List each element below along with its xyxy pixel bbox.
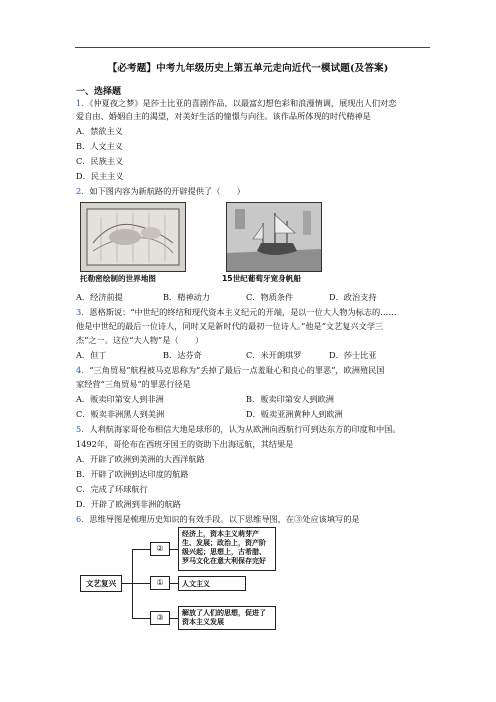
option: D．莎士比亚: [329, 350, 377, 360]
option: A．但丁: [76, 350, 107, 360]
question-3-line-2: 他是中世纪的最后一位诗人，同时又是新时代的最初一位诗人。”他是“文艺复兴文学三: [76, 321, 384, 331]
question-text: 恩格斯说：“中世纪的终结和现代资本主义纪元的开端，是以一位大人物为标志的……: [89, 307, 397, 317]
question-5-line-2: 1492年，哥伦布在西班牙国王的资助下出海远航，其结果是: [76, 439, 294, 449]
question-6-line: [76, 513, 360, 525]
caravel-ship-image: [226, 202, 322, 272]
option: A．贩卖印第安人到非洲: [76, 394, 164, 404]
question-text: 《仲夏夜之梦》是莎士比亚的喜剧作品，以最富幻想色彩和浪漫情调，展现出人们对恋: [89, 98, 397, 108]
question-number: 1．: [76, 98, 90, 108]
connector: [122, 583, 132, 584]
caption-right: 15世纪葡萄牙宽身帆船: [222, 274, 301, 283]
option: D．政治支持: [329, 292, 377, 302]
question-1-line-2: 爱自由、婚姻自主的渴望，对美好生活的憧憬与向往。该作品所体现的时代精神是: [76, 111, 371, 121]
question-number: 2．: [76, 186, 90, 196]
option: D．民主主义: [76, 171, 124, 181]
question-3-line-3: 杰”之一。这位“大人物”是（ ）: [76, 335, 204, 345]
ptolemy-map-image: [80, 202, 186, 272]
mindmap-box-3: 解放了人们的思想，促进了资本主义发展: [178, 606, 276, 630]
option: A．禁欲主义: [76, 126, 123, 136]
caption-left: 托勒密绘制的世界地图: [80, 274, 156, 283]
question-4-line-2: 家经营“三角贸易”的罪恶行径是: [76, 379, 191, 389]
option: A．经济前提: [76, 292, 123, 302]
option: B．开辟了欧洲到达印度的航路: [76, 469, 189, 479]
connector: [170, 549, 178, 550]
header-rule: [75, 47, 430, 48]
question-1-line-1: [76, 97, 396, 109]
connector: [132, 583, 150, 584]
question-text: 思维导图是梳理历史知识的有效手段。以下思维导图，在③处应该填写的是: [89, 514, 360, 524]
question-number: 6．: [76, 514, 90, 524]
option: D．开辟了欧洲到非洲的航路: [76, 499, 181, 509]
ship-illustration: [227, 203, 321, 271]
option: C．米开朗琪罗: [246, 350, 302, 360]
question-number: 5．: [76, 424, 90, 434]
option: C．贩卖非洲黑人到美洲: [76, 409, 165, 419]
question-text: 如下图内容为新航路的开辟提供了（ ）: [89, 186, 245, 196]
map-illustration: [81, 203, 185, 271]
question-number: 4．: [76, 365, 90, 375]
connector: [170, 583, 178, 584]
mindmap-box-1: 人文主义: [178, 576, 246, 591]
mindmap-node-2: ②: [150, 542, 170, 556]
question-5-line-1: [76, 423, 401, 435]
question-3-line-1: [76, 306, 397, 318]
question-4-line-1: [76, 364, 385, 376]
question-2-line: [76, 185, 245, 197]
question-text: “三角贸易”航程被马克思称为“丢掉了最后一点羞耻心和良心的罪恶”，欧洲殖民国: [89, 365, 385, 375]
option: B．精神动力: [163, 292, 210, 302]
option: D．贩卖亚洲黄种人到欧洲: [246, 409, 343, 419]
option: B．贩卖印第安人到欧洲: [246, 394, 334, 404]
connector: [170, 618, 178, 619]
question-text: 人利航海家哥伦布相信大地是球形的，认为从欧洲向西航行可到达东方的印度和中国。: [89, 424, 401, 434]
mindmap-node-1: ①: [150, 576, 170, 590]
mindmap-node-3: ③: [150, 611, 170, 625]
mindmap-box-2: 经济上，资本主义萌芽产生、发展；政治上，资产阶级兴起；思想上，古希腊、罗马文化在意大利保存完好: [178, 527, 276, 571]
connector: [132, 549, 150, 550]
mindmap-center: 文艺复兴: [80, 575, 122, 592]
page-title: 【必考题】中考九年级历史上第五单元走向近代一模试题(及答案): [107, 63, 389, 74]
connector: [132, 618, 150, 619]
option: B．达芬奇: [163, 350, 202, 360]
option: C．民族主义: [76, 156, 124, 166]
option: C．物质条件: [246, 292, 294, 302]
option: C．完成了环球航行: [76, 484, 148, 494]
question-number: 3．: [76, 307, 90, 317]
option: B．人文主义: [76, 141, 123, 151]
option: A．开辟了欧洲到美洲的大西洋航路: [76, 454, 205, 464]
section-heading: 一、选择题: [76, 87, 122, 97]
